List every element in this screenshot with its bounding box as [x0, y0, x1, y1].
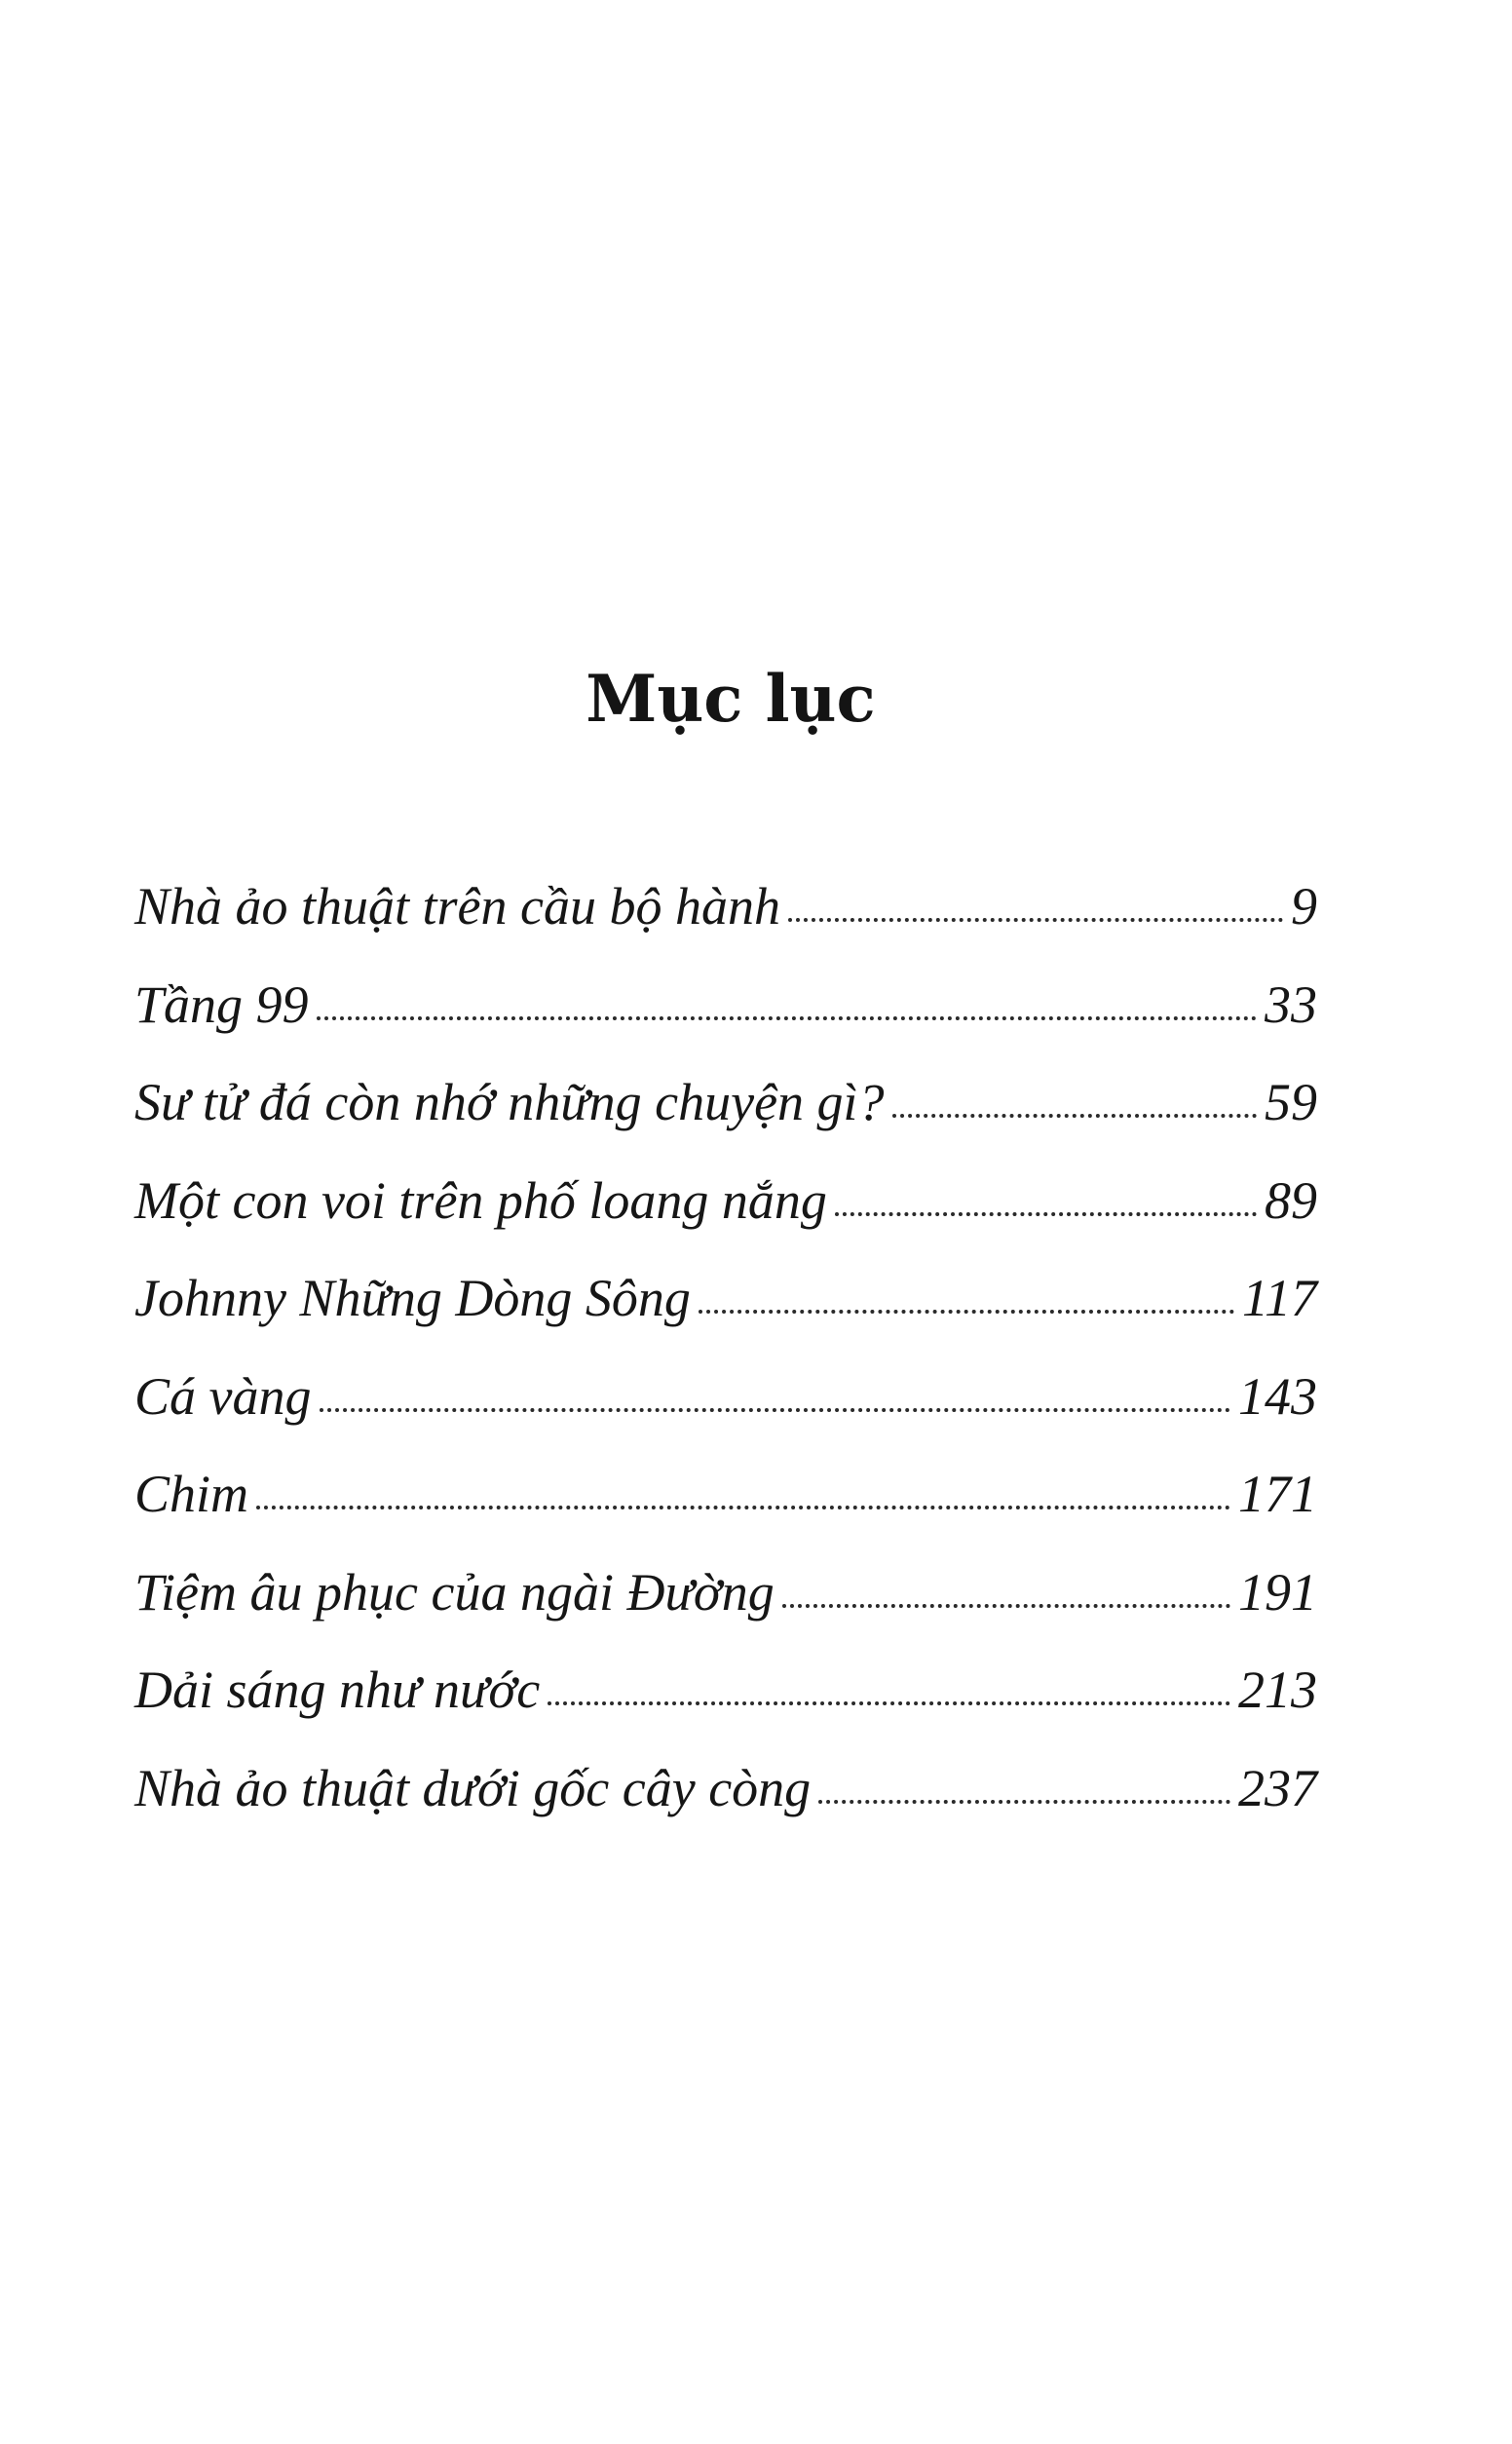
toc-entry-page: 9 [1291, 877, 1317, 936]
dot-leader [256, 1506, 1230, 1509]
dot-leader [699, 1310, 1234, 1314]
toc-entry [134, 1739, 1317, 1838]
toc-entry-page: 191 [1238, 1562, 1317, 1622]
dot-leader [320, 1408, 1231, 1412]
toc-entry-page: 213 [1238, 1661, 1317, 1719]
dot-leader [317, 1016, 1257, 1020]
toc-entry-title: Một con voi trên phố loang nắng [134, 1170, 827, 1230]
dot-leader [548, 1701, 1230, 1705]
toc-entry [134, 956, 1317, 1054]
toc-entry [134, 1249, 1317, 1348]
toc-entry [134, 1152, 1317, 1250]
toc-entry-title: Johnny Những Dòng Sông [134, 1269, 691, 1327]
toc-entry-title: Tầng 99 [134, 974, 309, 1034]
toc-entry-page: 33 [1265, 974, 1317, 1034]
dot-leader [892, 1114, 1257, 1118]
toc-entry-title: Cá vàng [134, 1366, 312, 1426]
toc-entry-page: 89 [1265, 1170, 1317, 1230]
toc-entry [134, 1544, 1317, 1642]
dot-leader [835, 1212, 1257, 1216]
table-of-contents [134, 858, 1317, 1837]
toc-entry [134, 1445, 1317, 1544]
toc-entry-title: Sư tử đá còn nhớ những chuyện gì? [134, 1073, 885, 1131]
toc-entry [134, 1053, 1317, 1152]
toc-entry-title: Tiệm âu phục của ngài Đường [134, 1562, 775, 1622]
page-title: Mục lục [586, 661, 876, 737]
toc-entry-title: Chim [134, 1465, 249, 1523]
toc-entry-title: Dải sáng như nước [134, 1661, 541, 1719]
dot-leader [788, 918, 1283, 922]
dot-leader [782, 1604, 1230, 1608]
toc-entry [134, 1348, 1317, 1446]
toc-entry [134, 858, 1317, 956]
toc-entry-page: 117 [1242, 1269, 1317, 1327]
toc-entry-page: 171 [1238, 1465, 1317, 1523]
toc-entry-page: 59 [1265, 1073, 1317, 1131]
toc-entry-page: 237 [1238, 1758, 1317, 1817]
toc-entry-page: 143 [1238, 1366, 1317, 1426]
toc-entry [134, 1641, 1317, 1739]
toc-entry-title: Nhà ảo thuật trên cầu bộ hành [134, 877, 780, 936]
toc-entry-title: Nhà ảo thuật dưới gốc cây còng [134, 1758, 812, 1817]
dot-leader [818, 1800, 1230, 1804]
